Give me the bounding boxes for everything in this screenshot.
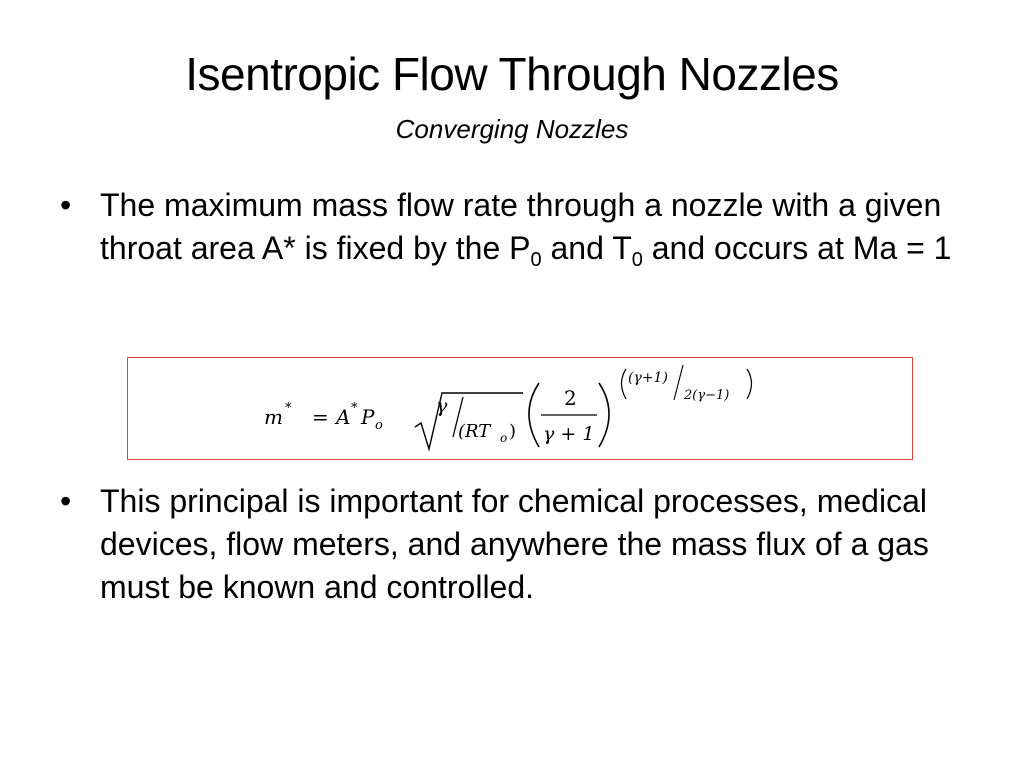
bullet-1-part3: and occurs at Ma = 1: [642, 230, 952, 266]
frac-numerator: 2: [564, 386, 577, 410]
left-paren: [529, 383, 539, 447]
sqrt-denominator-close: ): [509, 421, 517, 442]
sqrt-denominator: (RT: [458, 421, 491, 442]
bullet-symbol: •: [60, 483, 72, 519]
eq-P: P: [361, 405, 375, 429]
eq-m: m: [264, 405, 283, 429]
exp-left-paren: [622, 369, 627, 399]
slide-subtitle: Converging Nozzles: [395, 114, 629, 144]
eq-A: A: [336, 405, 351, 429]
sqrt-denominator-sub: o: [500, 431, 508, 445]
bullet-symbol: •: [60, 187, 72, 223]
frac-denominator: γ + 1: [543, 423, 595, 445]
right-paren: [599, 383, 609, 447]
eq-P-sub: o: [375, 418, 383, 433]
p0-subscript: 0: [530, 249, 542, 271]
sqrt-numerator: γ: [436, 395, 448, 417]
eq-A-star: *: [351, 401, 358, 416]
exp-denominator: 2(γ−1): [684, 388, 730, 403]
exp-numerator: (γ+1): [628, 370, 668, 386]
bullet-text-1: [100, 184, 990, 270]
t0-subscript: 0: [631, 249, 643, 271]
bullet-text-2: This principal is important for chemical processes, medical devices, flow meters, and anywhere the mass flux of a gas must be known and controlled.: [100, 483, 929, 605]
bullet-1-part1: The maximum mass flow rate through a nozzle with a given throat area A* is fixed by the P: [100, 187, 942, 266]
exp-slash: [674, 365, 683, 400]
bullet-1-part2: and T: [541, 230, 632, 266]
slide-title: Isentropic Flow Through Nozzles: [185, 48, 839, 100]
mass-flow-equation: [127, 357, 913, 460]
eq-equals: =: [312, 405, 329, 429]
eq-m-star: *: [285, 401, 292, 416]
exp-right-paren: [747, 369, 752, 399]
